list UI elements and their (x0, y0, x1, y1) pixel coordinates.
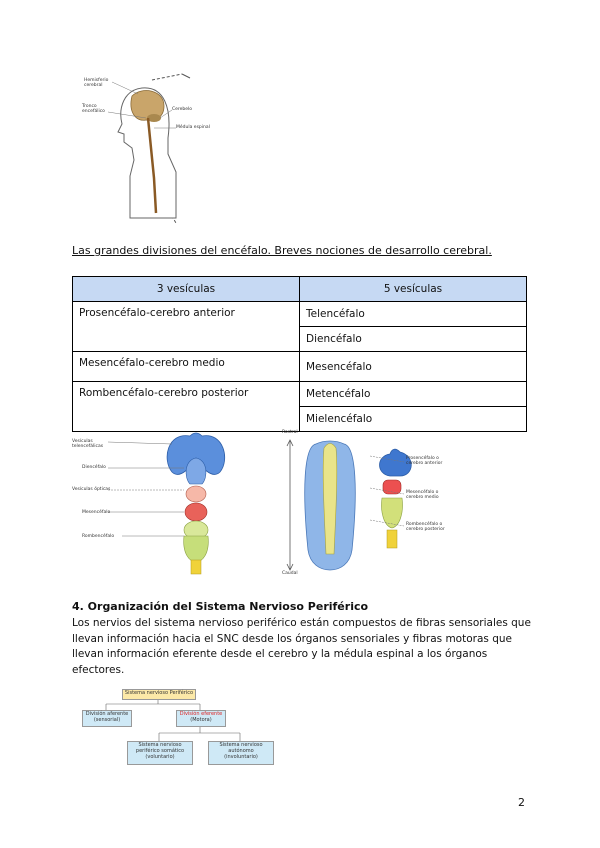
afferent-line-2: (sensorial) (93, 717, 121, 723)
autonomic-line-2: autónomo (228, 748, 254, 754)
table-header: 5 vesículas (300, 277, 527, 302)
label-prosencefalo: Prosencéfalo o cerebro anterior (406, 456, 443, 466)
diagram-root-text: Sistema nervioso Periférico (124, 690, 194, 696)
label-vesiculas-telencefalicas: Vesículas telencefálicas (72, 439, 104, 449)
axis-rostral: Rostral (282, 430, 298, 435)
table-cell: Telencéfalo (300, 302, 527, 327)
diagram-afferent-box (82, 710, 132, 727)
table-cell: Mesencéfalo-cerebro medio (73, 352, 300, 382)
table-cell: Prosencéfalo-cerebro anterior (73, 302, 300, 352)
label-mesencefalo: Mesencéfalo (82, 510, 111, 515)
label-rombencefalo: Rombencéfalo o cerebro posterior (406, 522, 445, 532)
afferent-line-1: División aferente (85, 711, 129, 717)
autonomic-line-1: Sistema nervioso (219, 742, 263, 748)
section-subtitle: Las grandes divisiones del encéfalo. Breves nociones de desarrollo cerebral. (72, 244, 492, 257)
diagram-root-box (122, 689, 196, 700)
page-number: 2 (518, 796, 525, 809)
label-hemisferio: Hemisferio cerebral (84, 78, 109, 88)
label-rombencefalo: Rombencéfalo (82, 534, 115, 539)
autonomic-line-3: (involuntario) (224, 754, 258, 760)
somatic-line-2: periférico somático (135, 748, 185, 754)
section-title: 4. Organización del Sistema Nervioso Periférico (72, 600, 369, 613)
axis-caudal: Caudal (282, 571, 298, 576)
label-vesiculas-opticas: Vesículas ópticas (72, 487, 111, 492)
diagram-efferent-box (176, 710, 226, 727)
table-cell: Mesencéfalo (300, 352, 527, 382)
label-diencefalo: Diencéfalo (82, 465, 106, 470)
efferent-line-1: División eferente (179, 711, 223, 717)
label-tronco: Tronco encefálico (82, 104, 105, 114)
label-medula: Médula espinal (176, 125, 210, 130)
diagram-somatic-box (127, 741, 193, 765)
table-cell: Rombencéfalo-cerebro posterior (73, 382, 300, 432)
section-body: Los nervios del sistema nervioso periférico están compuestos de fibras sensoriales que llevan información hacia el SNC desde los órganos sensoriales y fibras motoras que llevan información eferente desde el cerebro y la médula espinal a los órganos efectores. (72, 617, 531, 676)
somatic-line-3: (voluntario) (145, 754, 175, 760)
table-cell: Diencéfalo (300, 327, 527, 352)
diagram-autonomic-box (208, 741, 274, 765)
table-header: 3 vesículas (73, 277, 300, 302)
somatic-line-1: Sistema nervioso (138, 742, 182, 748)
label-cerebelo: Cerebelo (172, 107, 193, 112)
label-mesencefalo: Mesencéfalo o cerebro medio (406, 490, 439, 500)
efferent-line-2: (Motora) (190, 717, 212, 723)
table-cell: Mielencéfalo (300, 407, 527, 432)
table-cell: Metencéfalo (300, 382, 527, 407)
